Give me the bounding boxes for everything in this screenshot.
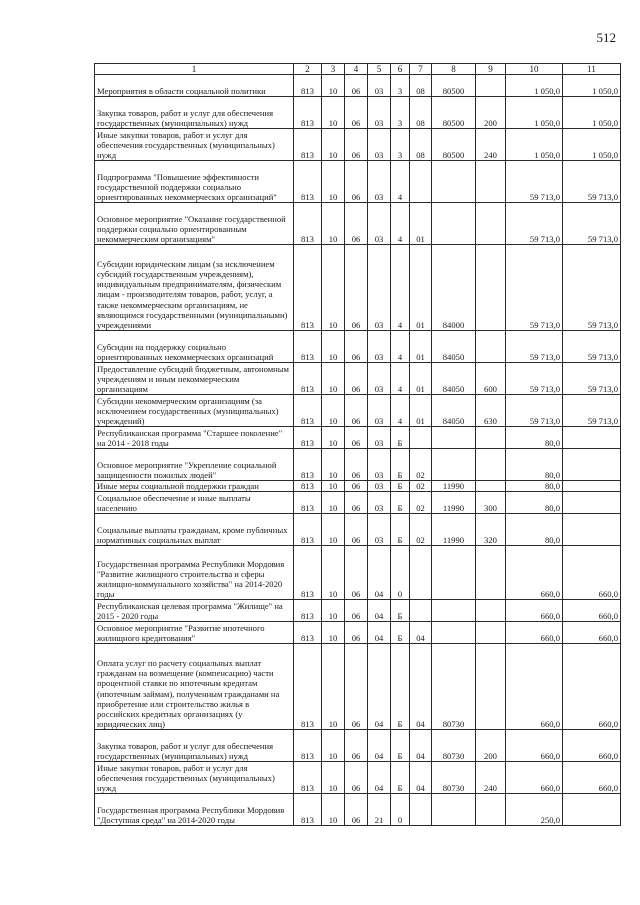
cell-col-4: 06 [345,492,368,514]
cell-col-11: 660,0 [563,762,621,794]
table-row [95,600,621,622]
cell-col-5: 04 [368,546,391,600]
cell-col-2: 813 [294,762,322,794]
header-col-2: 2 [294,64,322,75]
cell-col-2: 813 [294,644,322,730]
cell-col-2: 813 [294,481,322,492]
cell-col-2: 813 [294,622,322,644]
cell-col-7: 01 [410,331,432,363]
cell-col-11: 59 713,0 [563,331,621,363]
cell-col-9 [476,622,506,644]
cell-col-7: 04 [410,644,432,730]
cell-col-6: Б [391,622,410,644]
cell-col-5: 03 [368,245,391,331]
cell-col-10: 80,0 [506,492,563,514]
cell-col-4: 06 [345,622,368,644]
table-row [95,644,621,730]
cell-col-3: 10 [322,427,345,449]
row-name: Республиканская программа "Старшее поколение" на 2014 - 2018 годы [95,427,294,449]
cell-col-7 [410,546,432,600]
cell-col-6: 0 [391,546,410,600]
cell-col-2: 813 [294,546,322,600]
cell-col-4: 06 [345,395,368,427]
cell-col-9 [476,427,506,449]
page-number: 512 [596,30,616,45]
row-name: Подпрограмма "Повышение эффективности государственной поддержки социально ориентированных некоммерческих организаций" [95,161,294,203]
cell-col-7 [410,427,432,449]
cell-col-11: 1 050,0 [563,97,621,129]
table-row [95,730,621,762]
cell-col-6: 4 [391,161,410,203]
cell-col-4: 06 [345,203,368,245]
cell-col-5: 04 [368,622,391,644]
cell-col-6: Б [391,427,410,449]
cell-col-10: 59 713,0 [506,245,563,331]
header-col-1: 1 [95,64,294,75]
cell-col-10: 80,0 [506,449,563,481]
cell-col-10: 59 713,0 [506,161,563,203]
table-row [95,363,621,395]
table-row [95,794,621,826]
cell-col-8 [432,427,476,449]
cell-col-2: 813 [294,97,322,129]
table-row [95,492,621,514]
cell-col-6: 3 [391,129,410,161]
cell-col-5: 03 [368,427,391,449]
header-col-8: 8 [432,64,476,75]
cell-col-9: 320 [476,514,506,546]
cell-col-6: 4 [391,331,410,363]
cell-col-9 [476,449,506,481]
cell-col-9 [476,161,506,203]
cell-col-9: 300 [476,492,506,514]
cell-col-9 [476,331,506,363]
cell-col-11 [563,794,621,826]
cell-col-7: 04 [410,622,432,644]
cell-col-6: 0 [391,794,410,826]
cell-col-5: 04 [368,730,391,762]
cell-col-10: 80,0 [506,427,563,449]
cell-col-8: 84000 [432,245,476,331]
table-row [95,449,621,481]
cell-col-7: 02 [410,492,432,514]
cell-col-2: 813 [294,331,322,363]
cell-col-11 [563,492,621,514]
cell-col-4: 06 [345,546,368,600]
cell-col-10: 59 713,0 [506,363,563,395]
header-col-7: 7 [410,64,432,75]
cell-col-5: 04 [368,762,391,794]
cell-col-5: 03 [368,75,391,97]
cell-col-6: 3 [391,97,410,129]
row-name: Государственная программа Республики Мордовия "Доступная среда" на 2014-2020 годы [95,794,294,826]
cell-col-2: 813 [294,245,322,331]
cell-col-7: 01 [410,395,432,427]
cell-col-2: 813 [294,600,322,622]
cell-col-5: 03 [368,449,391,481]
cell-col-11: 660,0 [563,730,621,762]
cell-col-3: 10 [322,75,345,97]
cell-col-8: 84050 [432,363,476,395]
cell-col-4: 06 [345,331,368,363]
cell-col-10: 660,0 [506,600,563,622]
header-row [95,64,621,75]
cell-col-3: 10 [322,395,345,427]
row-name: Закупка товаров, работ и услуг для обеспечения государственных (муниципальных) нужд [95,730,294,762]
cell-col-3: 10 [322,161,345,203]
cell-col-11: 59 713,0 [563,203,621,245]
cell-col-2: 813 [294,492,322,514]
cell-col-7: 04 [410,762,432,794]
cell-col-3: 10 [322,514,345,546]
row-name: Социальные выплаты гражданам, кроме публичных нормативных социальных выплат [95,514,294,546]
cell-col-7: 02 [410,449,432,481]
cell-col-3: 10 [322,492,345,514]
cell-col-11 [563,449,621,481]
row-name: Основное мероприятие "Оказание государственной поддержки социально ориентированным некоммерческим организациям" [95,203,294,245]
header-col-10: 10 [506,64,563,75]
cell-col-10: 59 713,0 [506,331,563,363]
cell-col-9: 600 [476,363,506,395]
table-row [95,245,621,331]
cell-col-9: 240 [476,762,506,794]
cell-col-10: 80,0 [506,514,563,546]
cell-col-7: 08 [410,75,432,97]
cell-col-8: 84050 [432,395,476,427]
cell-col-3: 10 [322,600,345,622]
table-row [95,395,621,427]
cell-col-3: 10 [322,245,345,331]
cell-col-7: 08 [410,97,432,129]
cell-col-6: 4 [391,363,410,395]
cell-col-10: 59 713,0 [506,203,563,245]
cell-col-9 [476,794,506,826]
cell-col-3: 10 [322,794,345,826]
cell-col-10: 59 713,0 [506,395,563,427]
cell-col-5: 03 [368,481,391,492]
cell-col-3: 10 [322,449,345,481]
cell-col-4: 06 [345,481,368,492]
cell-col-11: 660,0 [563,644,621,730]
table-row [95,427,621,449]
cell-col-4: 06 [345,129,368,161]
row-name: Предоставление субсидий бюджетным, автономным учреждениям и иным некоммерческим организациям [95,363,294,395]
header-col-11: 11 [563,64,621,75]
cell-col-6: Б [391,481,410,492]
cell-col-2: 813 [294,794,322,826]
cell-col-8: 80500 [432,75,476,97]
cell-col-10: 1 050,0 [506,129,563,161]
cell-col-11: 59 713,0 [563,363,621,395]
row-name: Иные меры социальной поддержки граждан [95,481,294,492]
cell-col-5: 03 [368,514,391,546]
cell-col-11: 660,0 [563,600,621,622]
cell-col-2: 813 [294,730,322,762]
cell-col-9 [476,600,506,622]
cell-col-5: 21 [368,794,391,826]
cell-col-4: 06 [345,762,368,794]
header-col-3: 3 [322,64,345,75]
cell-col-4: 06 [345,514,368,546]
cell-col-5: 03 [368,97,391,129]
cell-col-8: 80500 [432,97,476,129]
cell-col-8: 80730 [432,644,476,730]
cell-col-10: 660,0 [506,546,563,600]
table-row [95,203,621,245]
cell-col-3: 10 [322,546,345,600]
cell-col-9 [476,481,506,492]
cell-col-3: 10 [322,622,345,644]
cell-col-2: 813 [294,129,322,161]
cell-col-9: 240 [476,129,506,161]
cell-col-11 [563,514,621,546]
cell-col-5: 03 [368,395,391,427]
cell-col-8 [432,622,476,644]
cell-col-11: 1 050,0 [563,75,621,97]
cell-col-5: 03 [368,129,391,161]
header-col-4: 4 [345,64,368,75]
cell-col-6: Б [391,449,410,481]
cell-col-7: 02 [410,481,432,492]
cell-col-7 [410,161,432,203]
cell-col-8: 80500 [432,129,476,161]
cell-col-8: 84050 [432,331,476,363]
cell-col-9 [476,203,506,245]
cell-col-6: Б [391,762,410,794]
cell-col-7: 02 [410,514,432,546]
cell-col-4: 06 [345,75,368,97]
cell-col-2: 813 [294,161,322,203]
cell-col-5: 03 [368,161,391,203]
cell-col-10: 1 050,0 [506,75,563,97]
cell-col-4: 06 [345,363,368,395]
cell-col-6: Б [391,600,410,622]
cell-col-5: 03 [368,203,391,245]
cell-col-6: 4 [391,245,410,331]
cell-col-8 [432,546,476,600]
cell-col-7: 01 [410,203,432,245]
cell-col-9 [476,75,506,97]
cell-col-8: 80730 [432,762,476,794]
table-row [95,75,621,97]
cell-col-2: 813 [294,449,322,481]
row-name: Социальное обеспечение и иные выплаты населению [95,492,294,514]
cell-col-8 [432,600,476,622]
cell-col-4: 06 [345,161,368,203]
table-row [95,514,621,546]
row-name: Субсидии юридическим лицам (за исключением субсидий государственным учреждениям), индивидуальным предпринимателям, физическим лицам - производителям товаров, работ, услуг, а также некоммерческим организациям, не являющимся государственными (муниципальными) учреждениями [95,245,294,331]
cell-col-5: 03 [368,331,391,363]
cell-col-7: 01 [410,363,432,395]
cell-col-5: 03 [368,363,391,395]
row-name: Иные закупки товаров, работ и услуг для обеспечения государственных (муниципальных) нужд [95,129,294,161]
cell-col-10: 660,0 [506,622,563,644]
cell-col-7 [410,600,432,622]
cell-col-7: 08 [410,129,432,161]
header-col-6: 6 [391,64,410,75]
cell-col-7: 04 [410,730,432,762]
cell-col-6: 3 [391,75,410,97]
cell-col-9: 200 [476,730,506,762]
cell-col-6: Б [391,514,410,546]
row-name: Закупка товаров, работ и услуг для обеспечения государственных (муниципальных) нужд [95,97,294,129]
cell-col-8: 11990 [432,492,476,514]
cell-col-11 [563,427,621,449]
cell-col-9 [476,644,506,730]
cell-col-6: 4 [391,395,410,427]
cell-col-10: 660,0 [506,644,563,730]
cell-col-11: 1 050,0 [563,129,621,161]
cell-col-4: 06 [345,97,368,129]
cell-col-5: 04 [368,644,391,730]
cell-col-9 [476,245,506,331]
cell-col-3: 10 [322,129,345,161]
cell-col-9: 630 [476,395,506,427]
cell-col-2: 813 [294,363,322,395]
cell-col-6: Б [391,644,410,730]
table-row [95,97,621,129]
cell-col-4: 06 [345,245,368,331]
cell-col-6: Б [391,492,410,514]
cell-col-4: 06 [345,644,368,730]
cell-col-6: Б [391,730,410,762]
cell-col-9: 200 [476,97,506,129]
cell-col-6: 4 [391,203,410,245]
cell-col-10: 80,0 [506,481,563,492]
cell-col-8: 11990 [432,481,476,492]
header-col-9: 9 [476,64,506,75]
row-name: Оплата услуг по расчету социальных выплат гражданам на возмещение (компенсацию) части процентной ставки по ипотечным кредитам (ипотечным займам), полученным гражданами на приобретение или строительство жилья в российских кредитных организациях (у юридических лиц) [95,644,294,730]
cell-col-8 [432,161,476,203]
row-name: Республиканская целевая программа "Жилище" на 2015 - 2020 годы [95,600,294,622]
cell-col-2: 813 [294,514,322,546]
cell-col-11: 59 713,0 [563,395,621,427]
cell-col-4: 06 [345,600,368,622]
cell-col-8 [432,794,476,826]
table-row [95,331,621,363]
cell-col-3: 10 [322,331,345,363]
cell-col-11: 59 713,0 [563,245,621,331]
cell-col-10: 250,0 [506,794,563,826]
cell-col-4: 06 [345,449,368,481]
cell-col-8: 11990 [432,514,476,546]
table-row [95,161,621,203]
cell-col-4: 06 [345,794,368,826]
cell-col-5: 04 [368,600,391,622]
row-name: Иные закупки товаров, работ и услуг для обеспечения государственных (муниципальных) нужд [95,762,294,794]
cell-col-5: 03 [368,492,391,514]
cell-col-3: 10 [322,363,345,395]
row-name: Основное мероприятие "Развитие ипотечного жилищного кредитования" [95,622,294,644]
cell-col-11: 660,0 [563,546,621,600]
table-row [95,546,621,600]
row-name: Мероприятия в области социальной политики [95,75,294,97]
cell-col-3: 10 [322,481,345,492]
table-row [95,481,621,492]
cell-col-8 [432,203,476,245]
cell-col-3: 10 [322,762,345,794]
table-row [95,129,621,161]
cell-col-3: 10 [322,97,345,129]
cell-col-3: 10 [322,203,345,245]
cell-col-3: 10 [322,730,345,762]
cell-col-11 [563,481,621,492]
cell-col-9 [476,546,506,600]
cell-col-8 [432,449,476,481]
cell-col-2: 813 [294,395,322,427]
cell-col-2: 813 [294,427,322,449]
cell-col-2: 813 [294,203,322,245]
cell-col-3: 10 [322,644,345,730]
row-name: Субсидии некоммерческим организациям (за исключением государственных (муниципальных) учреждений) [95,395,294,427]
budget-table [94,63,621,826]
cell-col-4: 06 [345,427,368,449]
cell-col-11: 59 713,0 [563,161,621,203]
cell-col-4: 06 [345,730,368,762]
cell-col-11: 660,0 [563,622,621,644]
row-name: Субсидии на поддержку социально ориентированных некоммерческих организаций [95,331,294,363]
row-name: Основное мероприятие "Укрепление социальной защищенности пожилых людей" [95,449,294,481]
cell-col-7 [410,794,432,826]
cell-col-2: 813 [294,75,322,97]
cell-col-10: 1 050,0 [506,97,563,129]
cell-col-10: 660,0 [506,730,563,762]
header-col-5: 5 [368,64,391,75]
cell-col-8: 80730 [432,730,476,762]
row-name: Государственная программа Республики Мордовия "Развитие жилищного строительства и сферы жилищно-коммунального хозяйства" на 2014-2020 годы [95,546,294,600]
cell-col-10: 660,0 [506,762,563,794]
cell-col-7: 01 [410,245,432,331]
table-row [95,762,621,794]
table-row [95,622,621,644]
